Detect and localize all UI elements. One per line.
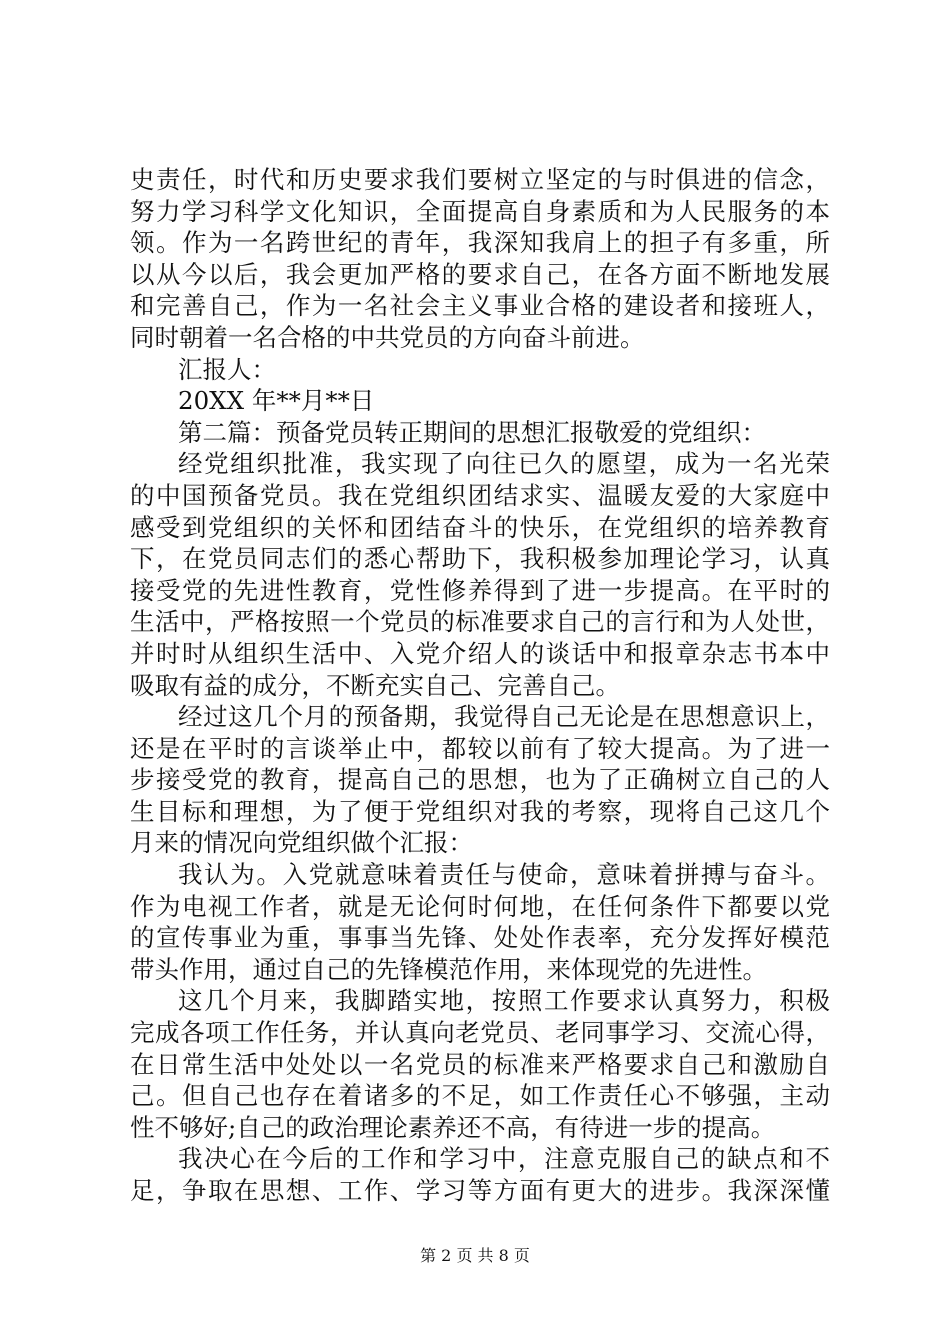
- text-line: 经党组织批准，我实现了向往已久的愿望，成为一名光荣: [178, 449, 830, 479]
- text-line: 月来的情况向党组织做个汇报：: [130, 828, 473, 858]
- text-line: 感受到党组织的关怀和团结奋斗的快乐，在党组织的培养教育: [130, 512, 830, 542]
- text-line: 足，争取在思想、工作、学习等方面有更大的进步。我深深懂: [130, 1176, 830, 1205]
- text-line: 下，在党员同志们的悉心帮助下，我积极参加理论学习，认真: [130, 544, 830, 574]
- text-line: 努力学习科学文化知识，全面提高自身素质和为人民服务的本: [130, 196, 830, 226]
- text-line: 我认为。入党就意味着责任与使命，意味着拼搏与奋斗。: [178, 860, 830, 890]
- text-line: 汇报人：: [178, 354, 276, 384]
- document-body: [130, 164, 830, 1207]
- text-line: 以从今以后，我会更加严格的要求自己，在各方面不断地发展: [130, 259, 830, 289]
- text-line: 20XX 年**月**日: [178, 386, 375, 416]
- text-line: 同时朝着一名合格的中共党员的方向奋斗前进。: [130, 322, 645, 352]
- text-line: 领。作为一名跨世纪的青年，我深知我肩上的担子有多重，所: [130, 228, 830, 258]
- text-line: 这几个月来，我脚踏实地，按照工作要求认真努力，积极: [178, 986, 830, 1016]
- text-line: 己。但自己也存在着诸多的不足，如工作责任心不够强，主动: [130, 1081, 830, 1111]
- text-line: 的中国预备党员。我在党组织团结求实、温暖友爱的大家庭中: [130, 480, 830, 510]
- text-line: 第二篇：预备党员转正期间的思想汇报敬爱的党组织：: [178, 417, 766, 447]
- text-line: 在日常生活中处处以一名党员的标准来严格要求自己和激励自: [130, 1049, 830, 1079]
- text-line: 接受党的先进性教育，党性修养得到了进一步提高。在平时的: [130, 575, 830, 605]
- text-line: 我决心在今后的工作和学习中，注意克服自己的缺点和不: [178, 1144, 830, 1174]
- text-line: 生活中，严格按照一个党员的标准要求自己的言行和为人处世，: [130, 607, 830, 637]
- text-line: 的宣传事业为重，事事当先锋、处处作表率，充分发挥好模范: [130, 923, 830, 953]
- text-line: 完成各项工作任务，并认真向老党员、老同事学习、交流心得，: [130, 1018, 830, 1048]
- text-line: 吸取有益的成分，不断充实自己、完善自己。: [130, 670, 620, 700]
- text-line: 步接受党的教育，提高自己的思想，也为了正确树立自己的人: [130, 765, 830, 795]
- text-line: 并时时从组织生活中、入党介绍人的谈话中和报章杂志书本中: [130, 638, 830, 668]
- text-line: 史责任，时代和历史要求我们要树立坚定的与时俱进的信念，: [130, 165, 830, 194]
- text-line: 作为电视工作者，就是无论何时何地，在任何条件下都要以党: [130, 891, 830, 921]
- page-footer: 第 2 页 共 8 页: [420, 1246, 530, 1265]
- text-line: 还是在平时的言谈举止中，都较以前有了较大提高。为了进一: [130, 733, 830, 763]
- text-line: 和完善自己，作为一名社会主义事业合格的建设者和接班人，: [130, 291, 830, 321]
- text-line: 性不够好;自己的政治理论素养还不高，有待进一步的提高。: [130, 1112, 776, 1142]
- text-line: 经过这几个月的预备期，我觉得自己无论是在思想意识上，: [178, 702, 830, 732]
- text-line: 带头作用，通过自己的先锋模范作用，来体现党的先进性。: [130, 954, 767, 984]
- text-line: 生目标和理想，为了便于党组织对我的考察，现将自己这几个: [130, 796, 830, 826]
